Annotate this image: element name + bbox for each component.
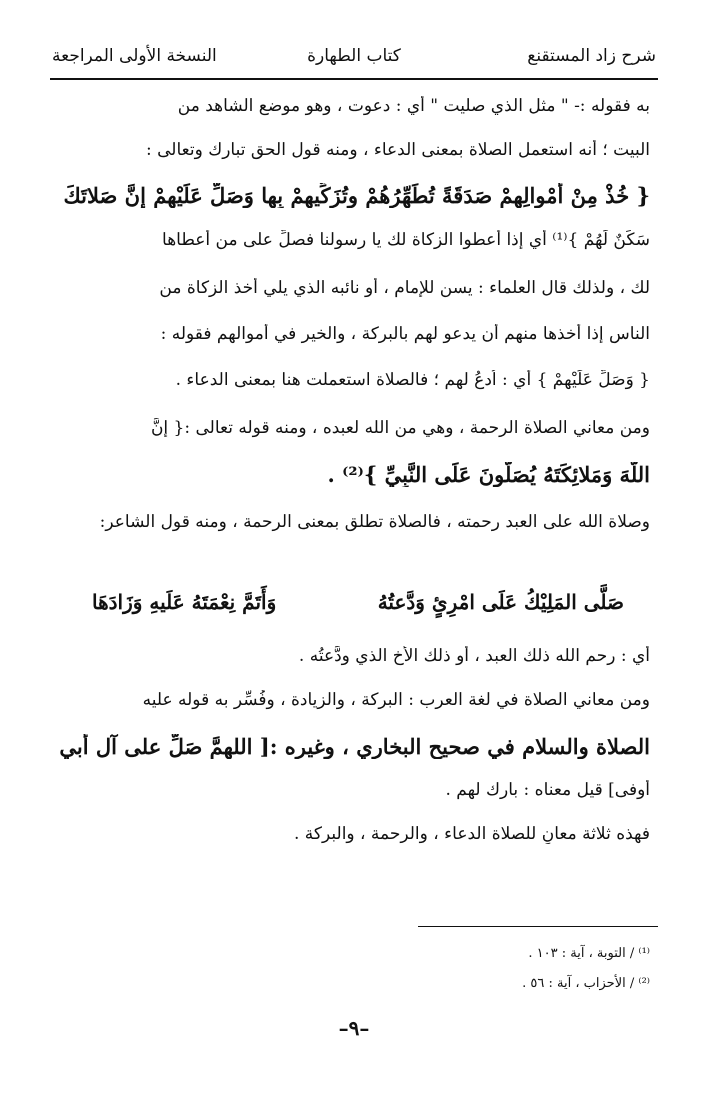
poem-verse (92, 586, 624, 626)
body-line-10: وصلاة الله على العبد رحمته ، فالصلاة تطلق بمعنى الرحمة ، ومنه قول الشاعر: (99, 512, 650, 532)
header-edition: النسخة الأولى المراجعة (52, 46, 217, 66)
quran-verse-line-2: اللَّهَ وَمَلائِكَتَهُ يُصَلُّونَ عَلَى النَّبِيِّ }⁽²⁾ . (327, 462, 650, 487)
poem-first-hemistich: صَلَّى المَلِيْكُ عَلَى امْرِئٍ وَدَّعتُهُ (377, 590, 624, 614)
hadith-line: الصلاة والسلام في صحيح البخاري ، وغيره :[ اللهمَّ صَلِّ على آل أبي (59, 734, 650, 759)
body-line-11: أي : رحم الله ذلك العبد ، أو ذلك الأخ الذي ودَّعتُه . (298, 646, 650, 666)
body-line-2: البيت ؛ أنه استعمل الصلاة بمعنى الدعاء ، ومنه قول الحق تبارك وتعالى : (146, 140, 650, 160)
body-line-1: به فقوله :- " مثل الذي صليت " أي : دعوت ، وهو موضع الشاهد من (177, 96, 650, 116)
body-line-6: الناس إذا أخذها منهم أن يدعو لهم بالبركة ، والخير في أموالهم فقوله : (160, 324, 650, 344)
header-book-title: شرح زاد المستقنع (527, 46, 656, 66)
poem-second-hemistich: وَأَتَمَّ نِعْمَتَهُ عَلَيهِ وَزَادَهَا (92, 590, 277, 614)
footnote-divider (418, 926, 658, 927)
body-line-12: ومن معاني الصلاة في لغة العرب : البركة ، والزيادة ، وفُسِّر به قوله عليه (142, 690, 650, 710)
body-line-4: سَكَنٌ لَهُمْ }⁽¹⁾ أي إذا أعطوا الزكاة لك يا رسولنا فصلِّ على من أعطاها (162, 230, 650, 250)
body-line-14: أوفى] قيل معناه : بارك لهم . (445, 780, 650, 800)
page-number: –٩– (338, 1016, 370, 1040)
body-line-7: { وَصَلِّ عَلَيْهِمْ } أي : اُدعُ لهم ؛ فالصلاة استعملت هنا بمعنى الدعاء . (175, 370, 650, 390)
running-header (50, 38, 658, 80)
footnote-2: ⁽²⁾ / الأحزاب ، آية : ٥٦ . (522, 976, 650, 991)
body-line-8: ومن معاني الصلاة الرحمة ، وهي من الله لعبده ، ومنه قوله تعالى :{ إِنَّ (150, 418, 650, 438)
header-chapter-title: كتاب الطهارة (307, 46, 401, 66)
body-line-5: لك ، ولذلك قال العلماء : يسن للإمام ، أو نائبه الذي يلي أخذ الزكاة من (159, 278, 650, 298)
body-line-15: فهذه ثلاثة معانٍ للصلاة الدعاء ، والرحمة ، والبركة . (293, 824, 650, 844)
quran-verse-line-1: { خُذْ مِنْ أَمْوالِهِمْ صَدَقَةً تُطَهِّرُهُمْ وتُزَكِّيهِمْ بِها وَصَلِّ عَلَيْهِمْ إِنَّ صَلاتَكَ (63, 183, 650, 208)
footnote-1: ⁽¹⁾ / التوبة ، آية : ١٠٣ . (528, 946, 650, 961)
